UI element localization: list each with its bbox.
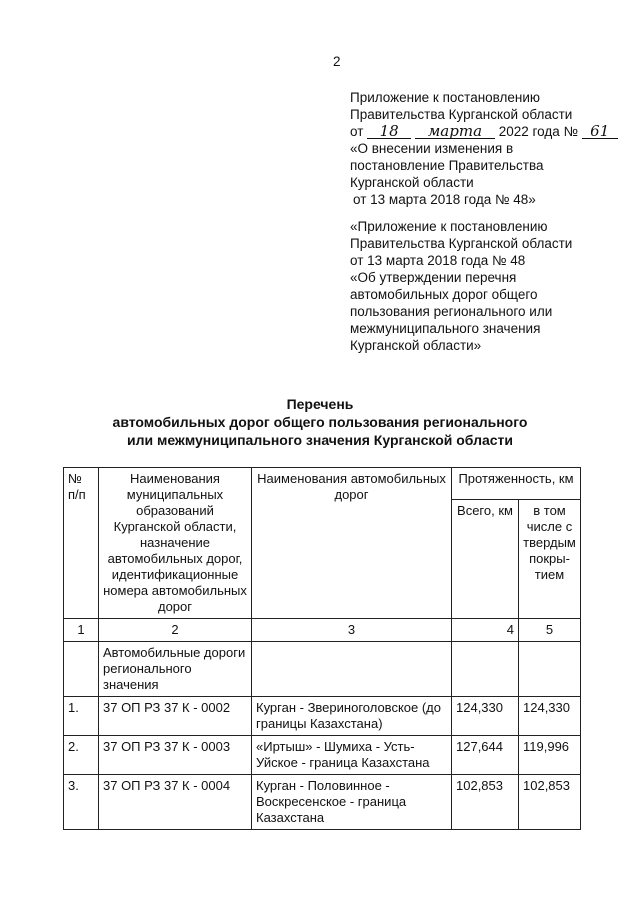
appendix-line: Правительства Курганской области (350, 107, 573, 122)
appendix-line: пользования регионального или (350, 304, 553, 319)
row-num: 3. (64, 775, 99, 830)
table-cell (252, 642, 452, 697)
row-num: 1. (64, 697, 99, 736)
appendix-line: «О внесении изменения в (350, 141, 514, 156)
appendix-line: Правительства Курганской области (350, 236, 573, 251)
header-length: Протяженность, км (452, 468, 581, 500)
appendix-line: постановление Правительства (350, 158, 544, 173)
section-title: Автомобильные дороги регионального значения (99, 642, 252, 697)
document-title (0, 395, 640, 449)
title-line: автомобильных дорог общего пользования регионального (112, 414, 528, 430)
handwritten-month: марта (415, 124, 495, 139)
table-cell (64, 642, 99, 697)
appendix-line: от 13 марта 2018 года № 48» (353, 192, 536, 207)
appendix-line: Курганской области» (350, 338, 482, 353)
section-row (64, 642, 581, 697)
row-road-name: Курган - Половинное - Воскресенское - граница Казахстана (252, 775, 452, 830)
row-paved: 119,996 (519, 736, 581, 775)
table-row (64, 697, 581, 736)
row-road-name: «Иртыш» - Шумиха - Усть-Уйское - граница Казахстана (252, 736, 452, 775)
title-line: Перечень (286, 396, 354, 412)
column-number: 1 (64, 619, 99, 642)
row-num: 2. (64, 736, 99, 775)
handwritten-day: 18 (367, 124, 411, 139)
appendix-line: автомобильных дорог общего (350, 287, 538, 302)
row-road-id: 37 ОП РЗ 37 К - 0004 (99, 775, 252, 830)
appendix-date-line (350, 123, 630, 140)
column-number: 5 (519, 619, 581, 642)
row-road-id: 37 ОП РЗ 37 К - 0002 (99, 697, 252, 736)
row-paved: 124,330 (519, 697, 581, 736)
title-line: или межмуниципального значения Курганской области (126, 432, 514, 448)
page-number: 2 (333, 54, 341, 69)
appendix-line: межмуниципального значения (350, 321, 541, 336)
appendix-line: Курганской области (350, 175, 474, 190)
appendix-line: Приложение к постановлению (350, 90, 541, 105)
appendix-line: от 13 марта 2018 года № 48 (350, 253, 526, 268)
header-road-name: Наименования автомобильных дорог (252, 468, 452, 619)
row-road-name: Курган - Звериноголовское (до границы Казахстана) (252, 697, 452, 736)
roads-table (63, 467, 581, 830)
column-number: 2 (99, 619, 252, 642)
appendix-header-current (350, 89, 630, 208)
row-total: 124,330 (452, 697, 519, 736)
row-paved: 102,853 (519, 775, 581, 830)
column-number: 4 (452, 619, 519, 642)
header-paved: в том числе с твердым покры-тием (519, 499, 581, 618)
table-header-row (64, 468, 581, 500)
column-numbers-row (64, 619, 581, 642)
appendix-line: «Приложение к постановлению (350, 219, 548, 234)
row-total: 127,644 (452, 736, 519, 775)
header-num: № п/п (64, 468, 99, 619)
table-row (64, 736, 581, 775)
header-total: Всего, км (452, 499, 519, 618)
date-year: 2022 года № (498, 124, 578, 139)
column-number: 3 (252, 619, 452, 642)
appendix-line: «Об утверждении перечня (350, 270, 517, 285)
date-prefix: от (350, 124, 364, 139)
row-total: 102,853 (452, 775, 519, 830)
header-municipality: Наименования муниципальных образований Курганской области, назначение автомобильных дорог, идентификационные номера автомобильных дорог (99, 468, 252, 619)
table-row (64, 775, 581, 830)
row-road-id: 37 ОП РЗ 37 К - 0003 (99, 736, 252, 775)
table-cell (519, 642, 581, 697)
handwritten-number: 61 (582, 124, 618, 139)
appendix-header-original (350, 218, 630, 354)
table-cell (452, 642, 519, 697)
